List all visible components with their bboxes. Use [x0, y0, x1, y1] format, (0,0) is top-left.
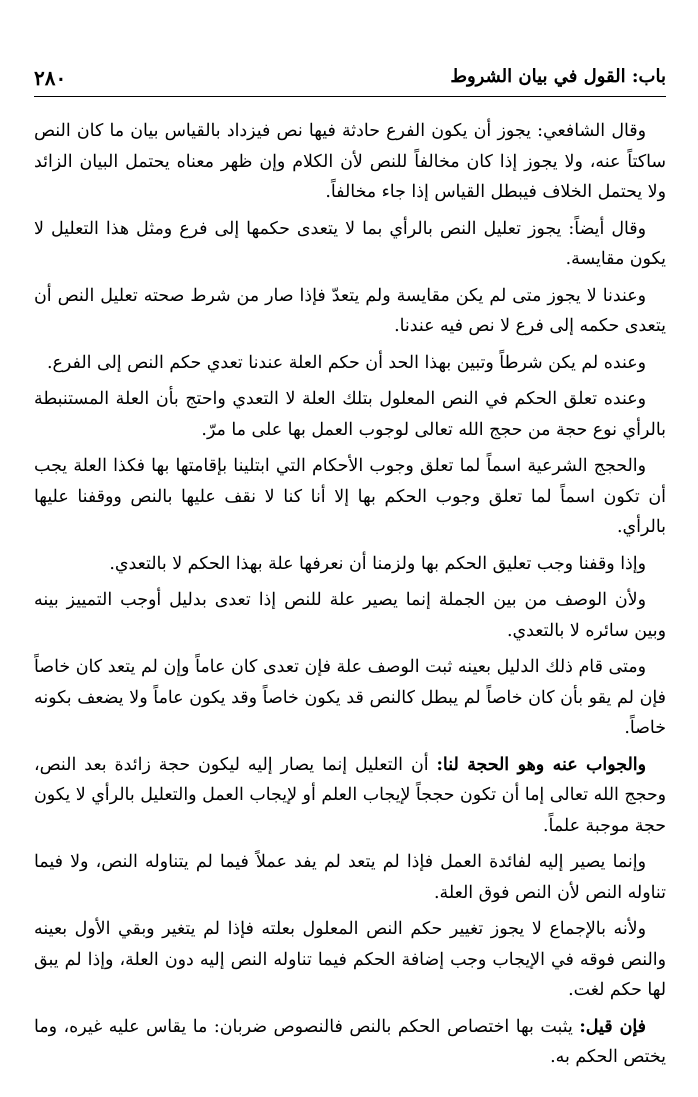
paragraph-text: أن التعليل إنما يصار إليه ليكون حجة زائدة بعد النص، وحجج الله تعالى إما أن تكون حججاً لإيجاب العلم أو لإيجاب العمل والتعليل بالرأي لا يكون حجة موجبة علماً.: [34, 754, 666, 836]
paragraph: [34, 549, 666, 580]
paragraph-text: ومتى قام ذلك الدليل بعينه ثبت الوصف علة فإن تعدى كان عاماً وإن لم يتعد كان خاصاً فإن لم يقو بأن كان خاصاً لم يبطل كالنص قد يكون خاصاً وقد يكون عاماً ولا يضعف بكونه خاصاً.: [34, 657, 666, 738]
paragraph: [34, 1012, 666, 1073]
paragraph-text: وقال أيضاً: يجوز تعليل النص بالرأي بما لا يتعدى حكمها إلى فرع ومثل هذا التعليل لا يكون مقايسة.: [34, 218, 666, 269]
paragraph: [34, 585, 666, 646]
page-number: ٢٨٠: [34, 66, 67, 90]
chapter-title: باب: القول في بيان الشروط: [450, 66, 666, 87]
paragraph: [34, 384, 666, 445]
paragraph: [34, 451, 666, 543]
paragraph: [34, 847, 666, 908]
paragraph-text: وعندنا لا يجوز متى لم يكن مقايسة ولم يتعدّ فإذا صار من شرط صحته تعليل النص أن يتعدى حكمه إلى فرع لا نص فيه عندنا.: [34, 285, 666, 336]
page-header: [34, 62, 666, 97]
paragraph-text: وعنده لم يكن شرطاً وتبين بهذا الحد أن حكم العلة عندنا تعدي حكم النص إلى الفرع.: [47, 352, 646, 373]
paragraph: [34, 914, 666, 1006]
paragraph-text: ولأنه بالإجماع لا يجوز تغيير حكم النص المعلول بعلته فإذا لم يتغير وبقي الأول بعينه والنص فوقه في الإيجاب وجب إضافة الحكم فيما تناوله النص إليه دون العلة، وإذا لم يبق لها حكم لغت.: [34, 919, 666, 1000]
page-body: [34, 116, 666, 1079]
paragraph: [34, 652, 666, 744]
paragraph-text: وإنما يصير إليه لفائدة العمل فإذا لم يتعد لم يفد عملاً فيما لم يتناوله النص، ولا فيما تناوله النص لأن النص فوق العلة.: [34, 852, 666, 903]
paragraph: [34, 281, 666, 342]
paragraph: [34, 116, 666, 208]
paragraph: [34, 750, 666, 842]
paragraph: [34, 348, 666, 379]
paragraph: [34, 214, 666, 275]
paragraph-text: وعنده تعلق الحكم في النص المعلول بتلك العلة لا التعدي واحتج بأن العلة المستنبطة بالرأي نوع حجة من حجج الله تعالى لوجوب العمل بها على ما مرّ.: [34, 389, 666, 440]
paragraph-text: ولأن الوصف من بين الجملة إنما يصير علة للنص إذا تعدى بدليل أوجب التمييز بينه وبين سائره لا بالتعدي.: [34, 590, 666, 641]
paragraph-text: وإذا وقفنا وجب تعليق الحكم بها ولزمنا أن نعرفها علة بهذا الحكم لا بالتعدي.: [109, 553, 646, 574]
paragraph-lead: فإن قيل:: [579, 1016, 646, 1037]
paragraph-lead: والجواب عنه وهو الحجة لنا:: [436, 754, 646, 775]
paragraph-text: يثبت بها اختصاص الحكم بالنص فالنصوص ضربان: ما يقاس عليه غيره، وما يختص الحكم به.: [34, 1016, 666, 1067]
paragraph-text: وقال الشافعي: يجوز أن يكون الفرع حادثة فيها نص فيزداد بالقياس بيان ما كان النص ساكتاً عنه، ولا يجوز إذا كان مخالفاً للنص لأن الكلام وإن ظهر معناه يحتمل البيان الزائد ولا يحتمل الخلاف فيبطل القياس إذا جاء مخالفاً.: [34, 121, 666, 202]
paragraph-text: والحجج الشرعية اسماً لما تعلق وجوب الأحكام التي ابتلينا بإقامتها بها فكذا العلة يجب أن تكون اسماً لما تعلق وجوب الحكم بها إلا أنا كنا لا نقف عليها بالنص ووقفنا عليها بالرأي.: [34, 456, 666, 537]
